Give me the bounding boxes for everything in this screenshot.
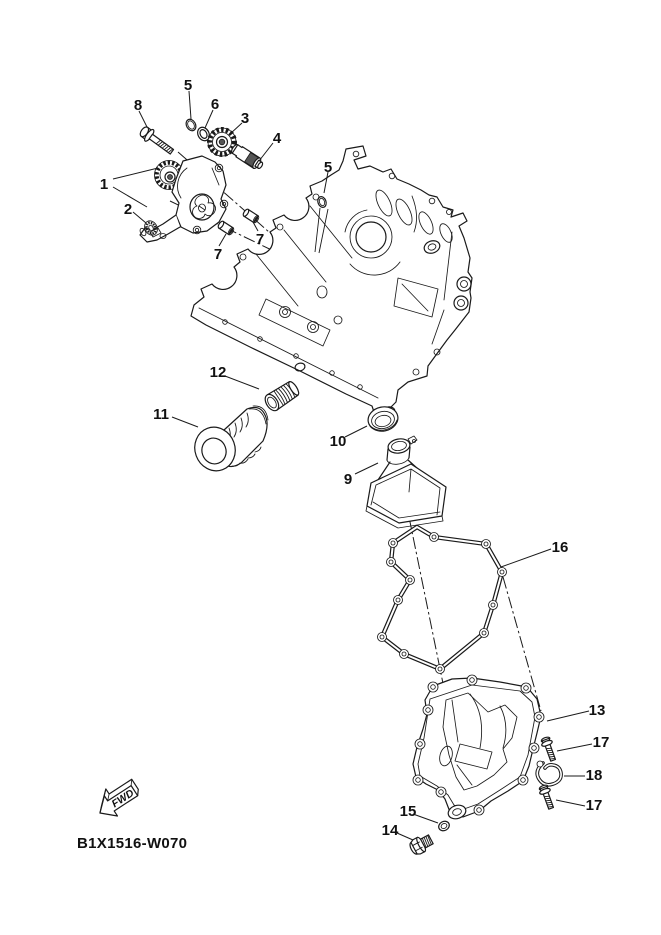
- callout-3: 3: [240, 110, 250, 127]
- callout-13: 13: [588, 702, 606, 719]
- callout-10: 10: [329, 433, 347, 450]
- callout-11: 11: [153, 406, 169, 423]
- callout-9: 9: [343, 471, 353, 488]
- callout-17a: 17: [592, 734, 610, 751]
- callout-5b: 5: [323, 159, 333, 176]
- fwd-label: FWD: [109, 787, 137, 811]
- callout-14: 14: [381, 822, 399, 839]
- callout-7b: 7: [213, 246, 223, 263]
- pump-housing: [172, 156, 228, 234]
- callout-5a: 5: [183, 77, 193, 94]
- callout-15: 15: [399, 803, 417, 820]
- part-code: B1X1516-W070: [77, 835, 188, 852]
- callout-16: 16: [551, 539, 569, 556]
- callout-7a: 7: [255, 231, 265, 248]
- callout-6: 6: [210, 96, 220, 113]
- callout-8: 8: [133, 97, 143, 114]
- callout-17b: 17: [585, 797, 603, 814]
- callout-12: 12: [209, 364, 227, 381]
- callout-2: 2: [123, 201, 133, 218]
- callout-18: 18: [585, 767, 603, 784]
- callout-1: 1: [99, 176, 109, 193]
- callout-4: 4: [272, 130, 282, 147]
